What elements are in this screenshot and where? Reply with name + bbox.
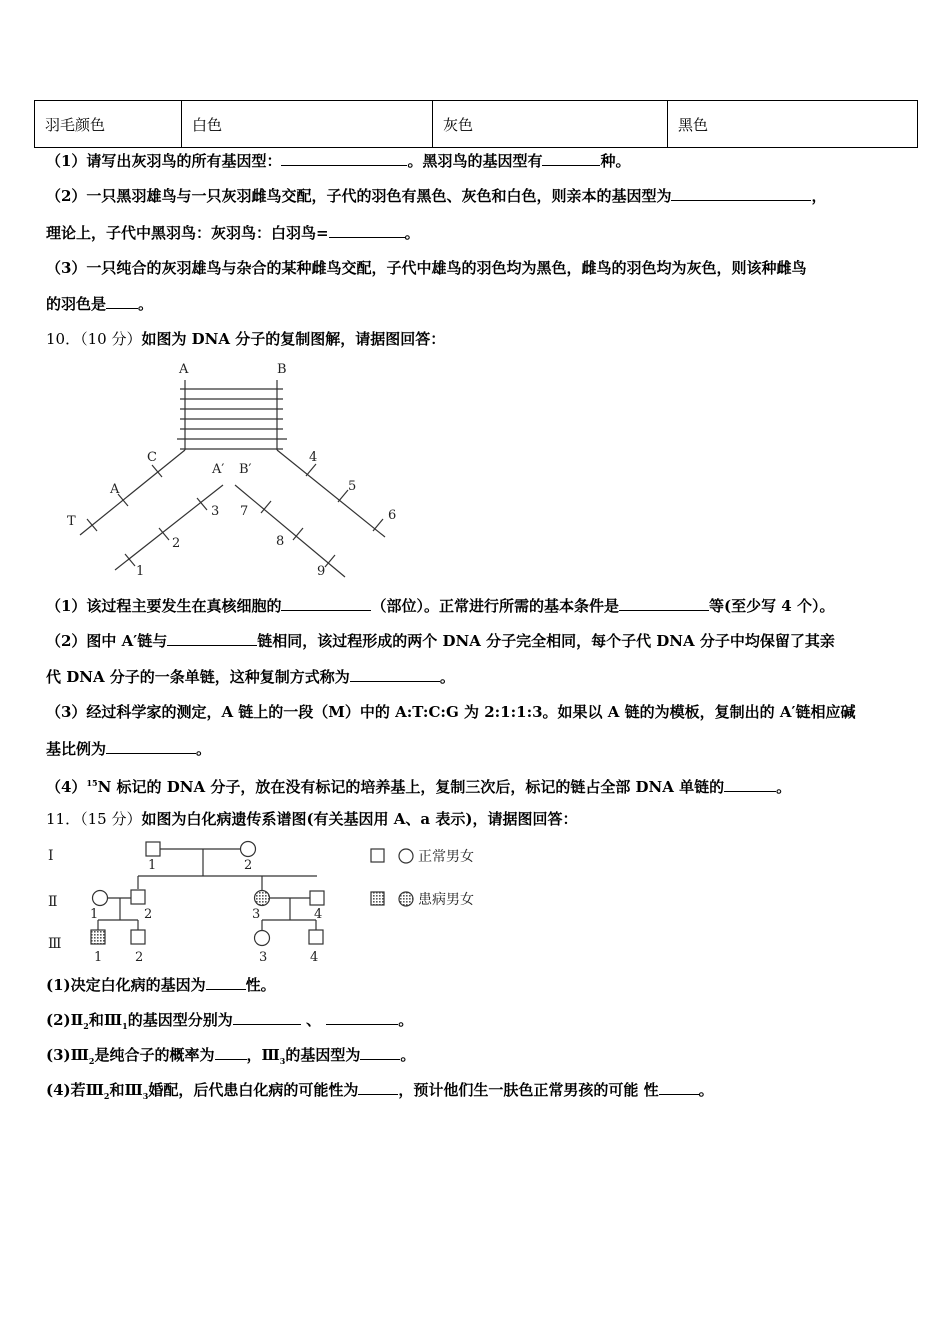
label-5: 5 [348, 479, 357, 494]
gen3-num-1: 1 [94, 950, 103, 965]
q10-title: 10．（10 分）如图为 DNA 分子的复制图解，请据图回答： [46, 330, 446, 348]
table-cell: 灰色 [433, 101, 668, 148]
label-2: 2 [172, 536, 181, 551]
label-A-prime: A′ [212, 462, 225, 477]
gen2-female-1 [93, 891, 108, 906]
q11-part3: $(3)Ⅲ_2$是纯合子的概率为 ，$Ⅲ_3$的基因型为 。 [46, 1046, 416, 1066]
q9-part2-cont: 理论上，子代中黑羽鸟：灰羽鸟：白羽鸟= 。 [46, 224, 420, 242]
table-cell: 羽毛颜色 [35, 101, 182, 148]
label-7: 7 [240, 504, 249, 519]
gen3-male-2 [131, 930, 145, 944]
gen2-num-2: 2 [144, 907, 153, 922]
gen2-num-4: 4 [314, 907, 323, 922]
gen3-num-2: 2 [135, 950, 144, 965]
gen2-num-1: 1 [90, 907, 99, 922]
dna-replication-diagram [55, 355, 415, 585]
table-row [35, 101, 918, 148]
gen3-female-3 [255, 931, 270, 946]
q11-part4: (4)若$Ⅲ_2$和$Ⅲ_3$婚配，后代患白化病的可能性为 ，预计他们生一肤色正常男孩的可能 性 。 [46, 1081, 714, 1101]
legend-normal-label: 正常男女 [418, 849, 474, 865]
legend-affected-female-icon [399, 892, 413, 906]
label-3: 3 [211, 504, 220, 519]
gen3-male-4 [309, 930, 323, 944]
q11-part2: $(2)Ⅱ_2$和$Ⅲ_1$的基因型分别为 、 。 [46, 1011, 414, 1031]
q9-part3: （3）一只纯合的灰羽雄鸟与杂合的某种雌鸟交配，子代中雄鸟的羽色均为黑色，雌鸟的羽色均为灰色，则该种雌鸟 [46, 259, 807, 277]
label-T: T [67, 514, 76, 529]
pedigree-chart [40, 838, 500, 968]
legend-affected-male-icon [371, 892, 384, 905]
table-cell: 白色 [182, 101, 433, 148]
gen3-num-4: 4 [310, 950, 319, 965]
generation-II: Ⅱ [48, 894, 58, 910]
gen1-female-2 [241, 842, 256, 857]
label-A: A [179, 362, 189, 377]
generation-I: Ⅰ [48, 848, 54, 864]
q10-part3: （3）经过科学家的测定，A 链上的一段（M）中的 A:T:C:G 为 2:1:1:3。如果以 A 链的为模板，复制出的 A′链相应碱 [46, 703, 856, 721]
gen1-num-2: 2 [244, 858, 253, 873]
feather-color-table [34, 100, 918, 148]
gen2-female-3-affected [255, 891, 270, 906]
label-8: 8 [276, 534, 285, 549]
generation-III: Ⅲ [48, 936, 62, 952]
gen3-num-3: 3 [259, 950, 268, 965]
legend-normal-male-icon [371, 849, 384, 862]
label-A-base: A [110, 482, 120, 497]
gen1-num-1: 1 [148, 858, 157, 873]
q9-part3-cont: 的羽色是 。 [46, 295, 154, 313]
gen3-male-1-affected [91, 930, 105, 944]
q9-part2: （2）一只黑羽雄鸟与一只灰羽雌鸟交配，子代的羽色有黑色、灰色和白色，则亲本的基因型为 ， [46, 187, 827, 205]
gen2-num-3: 3 [252, 907, 261, 922]
label-4: 4 [309, 450, 318, 465]
label-9: 9 [317, 564, 326, 579]
label-6: 6 [388, 508, 397, 523]
gen1-male-1 [146, 842, 160, 856]
gen2-male-4 [310, 891, 324, 905]
q10-part4: $(4)^{15}N$ 标记的 DNA 分子，放在没有标记的培养基上，复制三次后，标记的链占全部 DNA 单链的 。 [46, 778, 792, 796]
label-C: C [147, 450, 157, 465]
q11-part1: (1)决定白化病的基因为 性。 [46, 976, 276, 994]
legend-affected-label: 患病男女 [418, 892, 474, 908]
legend-normal-female-icon [399, 849, 413, 863]
q9-part1: （1）请写出灰羽鸟的所有基因型： 。黑羽鸟的基因型有 种。 [46, 152, 631, 170]
label-1: 1 [136, 564, 145, 579]
gen2-male-2 [131, 890, 145, 904]
table-cell: 黑色 [668, 101, 918, 148]
q10-part2: （2）图中 A′链与 链相同，该过程形成的两个 DNA 分子完全相同，每个子代 DNA 分子中均保留了其亲 [46, 632, 835, 650]
q10-part3-cont: 基比例为 。 [46, 740, 212, 758]
q10-part1: （1）该过程主要发生在真核细胞的 （部位）。正常进行所需的基本条件是 等(至少写 4 个）。 [46, 597, 835, 615]
label-B-prime: B′ [239, 462, 252, 477]
q11-title: 11．（15 分）如图为白化病遗传系谱图(有关基因用 A、a 表示)，请据图回答： [46, 810, 578, 828]
label-B: B [277, 362, 287, 377]
q10-part2-cont: 代 DNA 分子的一条单链，这种复制方式称为 。 [46, 668, 455, 686]
